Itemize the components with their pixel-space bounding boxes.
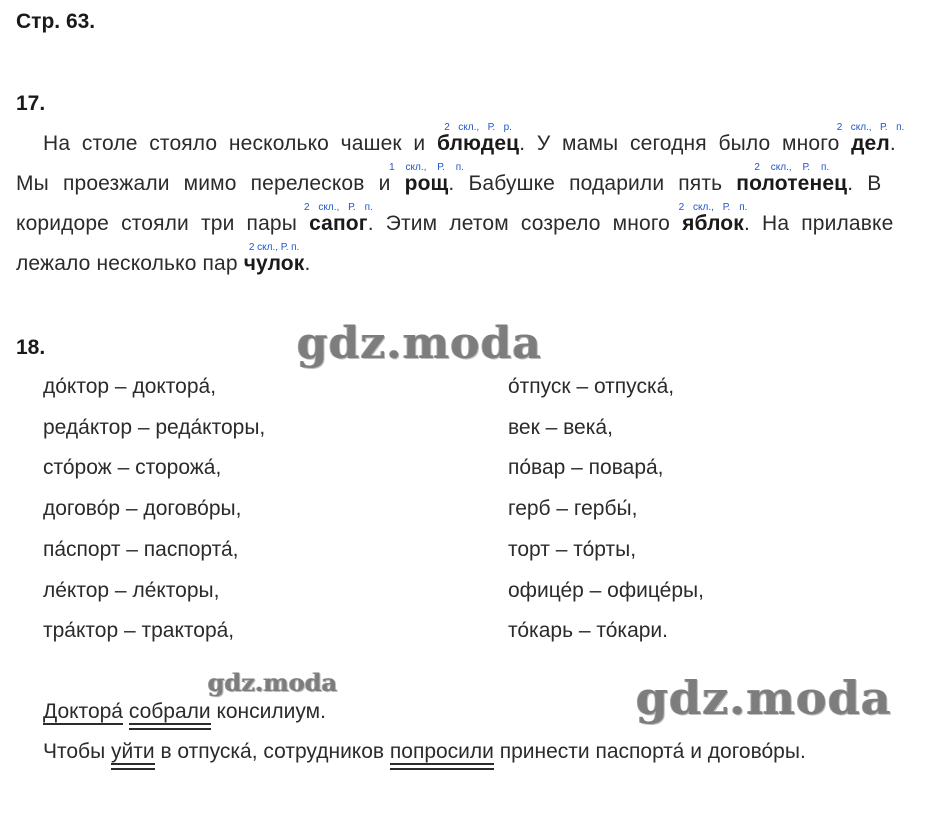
paragraph-line: [16, 164, 881, 204]
noun-text: рощ: [404, 172, 449, 195]
word-pair-left: па́спорт – паспорта́,: [43, 537, 239, 561]
paragraph-text: лежало несколько пар: [16, 252, 244, 275]
word-pair-left: тра́ктор – трактора́,: [43, 619, 235, 643]
word-pair-left: до́ктор – доктора́,: [43, 375, 217, 398]
sentence-text: принести паспорта́ и догово́ры.: [493, 740, 806, 763]
word-pair-right: век – века́,: [508, 415, 613, 439]
declined-noun: [389, 162, 464, 204]
word-pair-left: сто́рож – сторожа́,: [43, 456, 222, 480]
sentence-text: Чтобы: [43, 740, 112, 763]
grammar-annotation: 2 скл., Р. р.: [444, 122, 512, 133]
declined-noun: [678, 202, 748, 244]
declined-noun: [836, 122, 905, 164]
sentence-1: [43, 700, 326, 724]
paragraph-text: . Бабушке подарили пять: [448, 172, 737, 195]
word-pair-right: о́тпуск – отпуска́,: [508, 375, 675, 398]
grammar-annotation: 1 скл., Р. п.: [389, 162, 464, 173]
declined-noun: [736, 164, 847, 204]
declined-noun: [303, 202, 373, 244]
watermark-gdz-moda: gdz.moda: [297, 318, 543, 369]
grammar-annotation: 2 скл., Р. п.: [303, 202, 373, 213]
declined-noun: [244, 244, 305, 284]
declined-noun: [437, 124, 519, 164]
predicate-word: попросили: [389, 740, 494, 763]
noun-text: сапог: [309, 212, 368, 235]
sentence-text: консилиум.: [210, 700, 326, 723]
grammar-annotation: 2 скл., Р. п.: [836, 122, 905, 133]
paragraph-text: . У мамы сегодня было много: [519, 132, 852, 155]
exercise-18-number: 18.: [16, 336, 46, 359]
paragraph-text: . Этим летом созрело много: [367, 212, 683, 235]
word-pair-right: то́карь – то́кари.: [508, 619, 668, 643]
word-pair-left: реда́ктор – реда́кторы,: [43, 415, 266, 439]
word-pair-left: ле́ктор – ле́кторы,: [43, 578, 220, 602]
sentence-2: [43, 740, 806, 764]
paragraph-line: [16, 244, 310, 284]
grammar-annotation: 2 скл., Р. п.: [678, 202, 748, 213]
paragraph-text: .: [889, 132, 896, 155]
grammar-annotation: 2 скл., Р. п.: [754, 162, 830, 173]
watermark-gdz-moda: gdz.moda: [636, 671, 892, 725]
paragraph-text: . В: [847, 172, 882, 195]
word-pair-right: торт – то́рты,: [508, 537, 637, 561]
sentence-text: в отпуска́, сотрудников: [154, 740, 390, 763]
paragraph-text: Мы проезжали мимо перелесков и: [16, 172, 405, 195]
noun-text: яблок: [682, 212, 744, 235]
word-pair-right: по́вар – повара́,: [508, 456, 664, 480]
paragraph-text: . На прилавке: [743, 212, 894, 235]
noun-text: полотенец: [736, 172, 848, 195]
paragraph-text: .: [304, 252, 311, 275]
word-pair-right: герб – гербы́,: [508, 497, 638, 521]
exercise-17-number: 17.: [16, 92, 46, 115]
paragraph-text: коридоре стояли три пары: [16, 212, 310, 235]
paragraph-line: [43, 122, 905, 164]
grammar-annotation: 2 скл., Р. п.: [248, 242, 300, 253]
watermark-gdz-moda: gdz.moda: [208, 668, 338, 697]
paragraph-line: [16, 204, 893, 244]
word-pair-left: догово́р – догово́ры,: [43, 497, 242, 521]
paragraph-text: На столе стояло несколько чашек и: [43, 132, 437, 155]
noun-text: чулок: [243, 252, 305, 275]
page-header: Стр. 63.: [16, 10, 96, 33]
noun-text: дел: [851, 132, 890, 155]
predicate-word: собрали: [128, 700, 211, 723]
noun-text: блюдец: [436, 132, 520, 155]
predicate-word: уйти: [111, 740, 155, 763]
subject-word: Доктора́: [43, 700, 123, 723]
word-pair-right: офице́р – офице́ры,: [508, 578, 704, 602]
